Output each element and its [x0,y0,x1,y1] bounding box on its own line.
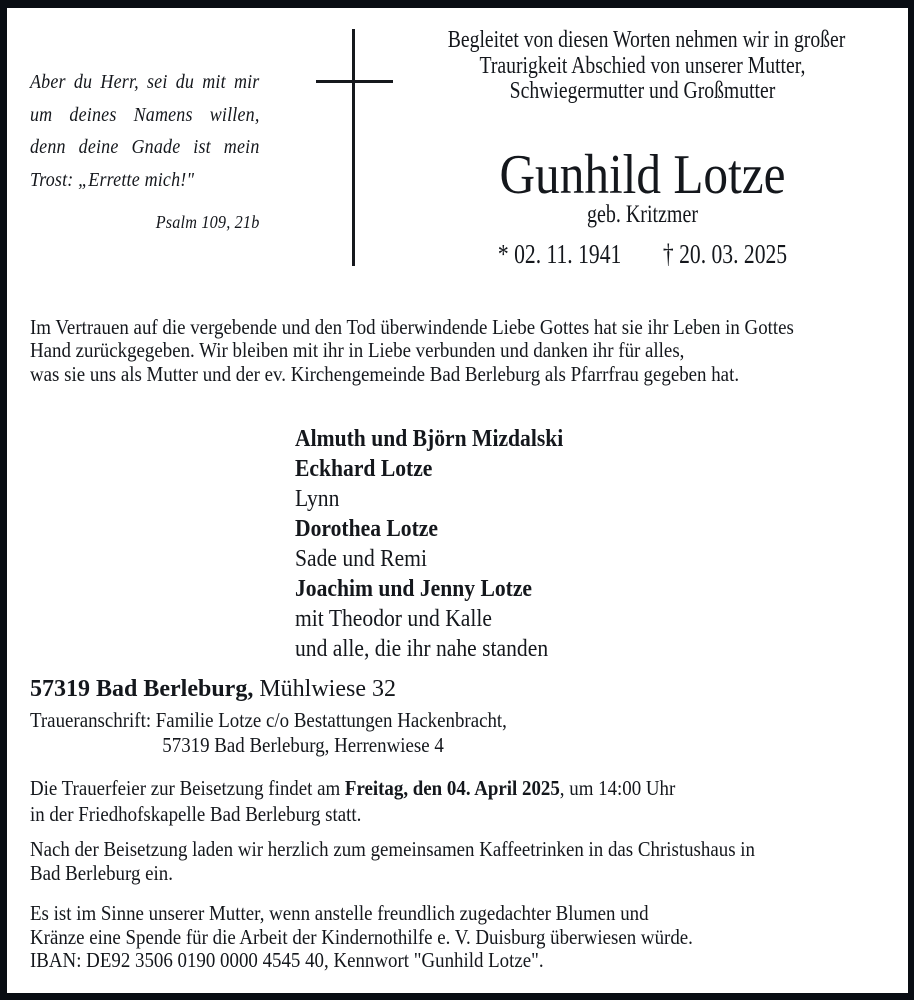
mourning-address-line: 57319 Bad Berleburg, Herrenwiese 4 [162,732,444,757]
mourner-name: Dorothea Lotze [295,516,438,542]
mourner-name: Eckhard Lotze [295,456,433,482]
quote-line: Aber du Herr, sei du mit mir [30,71,260,93]
funeral-line: in der Friedhofskapelle Bad Berleburg statt. [30,801,362,826]
donation-info [30,902,693,973]
city-zip: 57319 Bad Berleburg, [30,676,254,702]
funeral-line [30,776,675,802]
donation-line: IBAN: DE92 3506 0190 0000 4545 40, Kennwort "Gunhild Lotze". [30,948,544,972]
tribute-line: Hand zurückgegeben. Wir bleiben mit ihr in Liebe verbunden und danken ihr für alles, [30,338,685,363]
mourning-address [30,708,507,757]
birth-date: * 02. 11. 1941 [497,239,622,269]
mourner-name: und alle, die ihr nahe standen [295,636,549,662]
quote-line: denn deine Gnade ist mein [30,136,260,158]
mourner-name: mit Theodor und Kalle [295,606,492,632]
cross-horizontal-bar [316,80,393,83]
reception-info [30,837,755,885]
announcement-column [405,8,880,298]
quote-line: Trost: „Errette mich!" [30,168,195,191]
mourners-list [295,424,563,664]
cross-vertical-bar [352,29,355,266]
tribute-line: was sie uns als Mutter und der ev. Kirchengemeinde Bad Berleburg als Pfarrfrau gegeben hat. [30,361,740,386]
mourner-name: Joachim und Jenny Lotze [295,576,533,602]
intro-line: Traurigkeit Abschied von unserer Mutter, [479,52,806,79]
intro-line: Begleitet von diesen Worten nehmen wir in großer [447,27,846,53]
reception-line: Nach der Beisetzung laden wir herzlich zum gemeinsamen Kaffeetrinken in das Christushaus in [30,837,755,861]
maiden-name: geb. Kritzmer [586,201,699,228]
quote-line: um deines Namens willen, [30,103,260,126]
donation-line: Kränze eine Spende für die Arbeit der Kindernothilfe e. V. Duisburg überwiesen würde. [30,924,693,949]
psalm-reference: Psalm 109, 21b [155,212,260,232]
reception-line: Bad Berleburg ein. [30,861,173,885]
death-date: † 20. 03. 2025 [662,239,788,269]
funeral-date: Freitag, den 04. April 2025 [344,776,560,800]
funeral-time: , um 14:00 Uhr [559,776,676,800]
mourning-address-line: Traueranschrift: Familie Lotze c/o Bestattungen Hackenbracht, [30,708,507,732]
intro-line: Schwiegermutter und Großmutter [509,78,776,104]
life-dates [453,237,833,271]
home-address [30,675,396,703]
funeral-text: Die Trauerfeier zur Beisetzung findet am [30,776,345,800]
street: Mühlwiese 32 [259,676,396,702]
donation-line: Es ist im Sinne unserer Mutter, wenn anstelle freundlich zugedachter Blumen und [30,901,649,925]
funeral-info [30,776,675,827]
mourner-name: Sade und Remi [295,546,427,572]
mourner-name: Lynn [295,486,340,512]
psalm-quote-block [30,66,260,239]
tribute-line: Im Vertrauen auf die vergebende und den Tod überwindende Liebe Gottes hat sie ihr Leben in Gottes [30,315,794,339]
deceased-name: Gunhild Lotze [499,144,786,206]
tribute-paragraph [30,316,794,386]
mourner-name: Almuth und Björn Mizdalski [295,426,564,452]
announcement-intro [405,28,880,105]
